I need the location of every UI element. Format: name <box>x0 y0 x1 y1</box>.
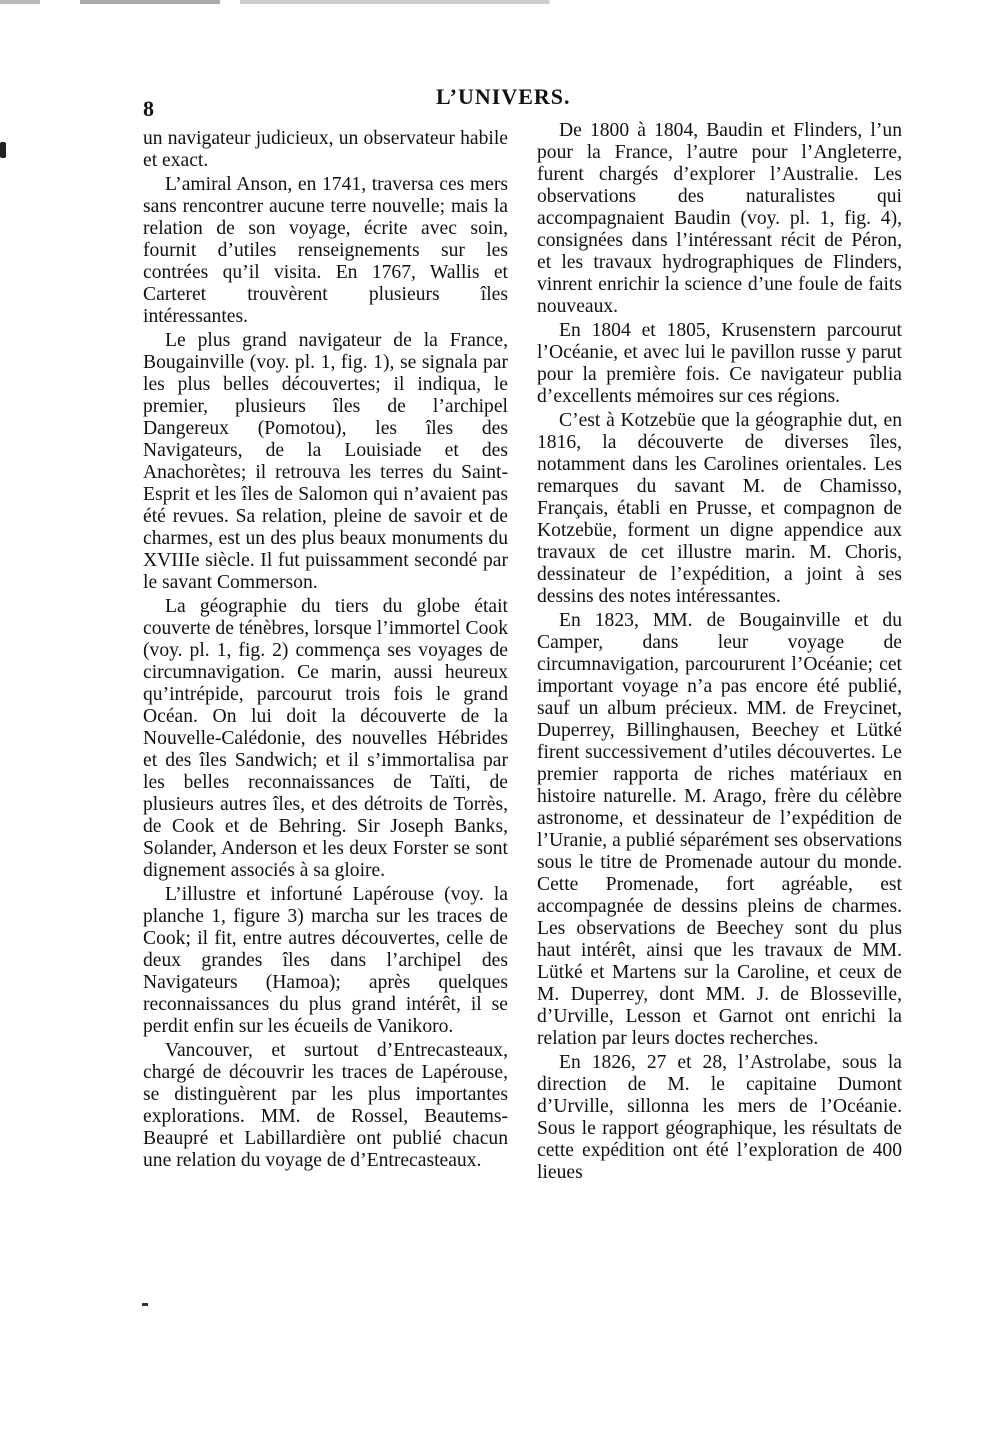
scan-artifact-footer-mark <box>142 1303 148 1306</box>
paragraph: En 1823, MM. de Bougainville et du Camper, dans leur voyage de circumnavigation, parcoururent l’Océanie; cet important voyage n’a pas encore été publié, sauf un album précieux. MM. de Freycinet, Duperrey, Billinghausen, Beechey et Lütké firent successivement d’utiles découvertes. Le premier rapporta de riches matériaux en histoire naturelle. M. Arago, frère du célèbre astronome, et dessinateur de l’expédition de l’Uranie, a publié séparément ses observations sous le titre de Promenade autour du monde. Cette Promenade, fort agréable, est accompagnée de dessins pleins de charmes. Les observations de Beechey sont du plus haut intérêt, ainsi que les travaux de MM. Lütké et Martens sur la Caroline, et ceux de M. Duperrey, dont MM. J. de Blosseville, d’Urville, Lesson et Garnot ont enrichi la relation par leurs doctes recherches. <box>537 610 902 1049</box>
paragraph: L’amiral Anson, en 1741, traversa ces mers sans rencontrer aucune terre nouvelle; mais la relation de son voyage, écrite avec soin, fournit d’utiles renseignements sur les contrées qu’il visita. En 1767, Wallis et Carteret trouvèrent plusieurs îles intéressantes. <box>143 174 508 327</box>
paragraph: C’est à Kotzebüe que la géographie dut, en 1816, la découverte de diverses îles, notamment dans les Carolines orientales. Les remarques du savant M. de Chamisso, Français, établi en Prusse, et compagnon de Kotzebüe, forment un digne appendice aux travaux de cet illustre marin. M. Choris, dessinateur de l’expédition, a joint à ses dessins des notes intéressantes. <box>537 410 902 607</box>
page-number: 8 <box>143 96 154 121</box>
right-column <box>537 120 902 1184</box>
paragraph: De 1800 à 1804, Baudin et Flinders, l’un pour la France, l’autre pour l’Angleterre, furent chargés d’explorer l’Australie. Les observations des naturalistes qui accompagnaient Baudin (voy. pl. 1, fig. 4), consignées dans l’intéressant récit de Péron, et les travaux hydrographiques de Flinders, vinrent enrichir la science d’une foule de faits nouveaux. <box>537 120 902 317</box>
scan-artifact-top-edge <box>0 0 999 4</box>
page-header <box>143 84 893 121</box>
paragraph: En 1804 et 1805, Krusenstern parcourut l’Océanie, et avec lui le pavillon russe y parut pour la première fois. Ce navigateur publia d’excellents mémoires sur ces régions. <box>537 320 902 407</box>
paragraph: La géographie du tiers du globe était couverte de ténèbres, lorsque l’immortel Cook (voy. pl. 1, fig. 2) commença ses voyages de circumnavigation. Ce marin, aussi heureux qu’intrépide, parcourut trois fois le grand Océan. On lui doit la découverte de la Nouvelle-Calédonie, des nouvelles Hébrides et des îles Sandwich; et il s’immortalisa par les belles reconnaissances de Taïti, de plusieurs autres îles, et des détroits de Torrès, de Cook et de Behring. Sir Joseph Banks, Solander, Anderson et les deux Forster se sont dignement associés à sa gloire. <box>143 596 508 881</box>
running-title: L’UNIVERS. <box>436 84 571 109</box>
left-column <box>143 128 508 1172</box>
paragraph: Vancouver, et surtout d’Entrecasteaux, chargé de découvrir les traces de Lapérouse, se distinguèrent par les plus importantes explorations. MM. de Rossel, Beautems-Beaupré et Labillardière ont publié chacun une relation du voyage de d’Entrecasteaux. <box>143 1040 508 1171</box>
paragraph: En 1826, 27 et 28, l’Astrolabe, sous la direction de M. le capitaine Dumont d’Urville, sillonna les mers de l’Océanie. Sous le rapport géographique, les résultats de cette expédition ont été l’exploration de 400 lieues <box>537 1052 902 1183</box>
paragraph: L’illustre et infortuné Lapérouse (voy. la planche 1, figure 3) marcha sur les traces de Cook; il fit, entre autres découvertes, celle de deux grandes îles dans l’archipel des Navigateurs (Hamoa); après quelques reconnaissances du plus grand intérêt, il se perdit enfin sur les écueils de Vanikoro. <box>143 884 508 1037</box>
paragraph: un navigateur judicieux, un observateur habile et exact. <box>143 128 508 171</box>
paragraph: Le plus grand navigateur de la France, Bougainville (voy. pl. 1, fig. 1), se signala par les plus belles découvertes; il indiqua, le premier, plusieurs îles de l’archipel Dangereux (Pomotou), les îles des Navigateurs, de la Louisiade et des Anachorètes; il retrouva les terres du Saint-Esprit et les îles de Salomon qui n’avaient pas été revues. Sa relation, pleine de savoir et de charmes, est un des plus beaux monuments du XVIIIe siècle. Il fut puissamment secondé par le savant Commerson. <box>143 330 508 593</box>
scan-artifact-left-mark <box>0 142 6 158</box>
